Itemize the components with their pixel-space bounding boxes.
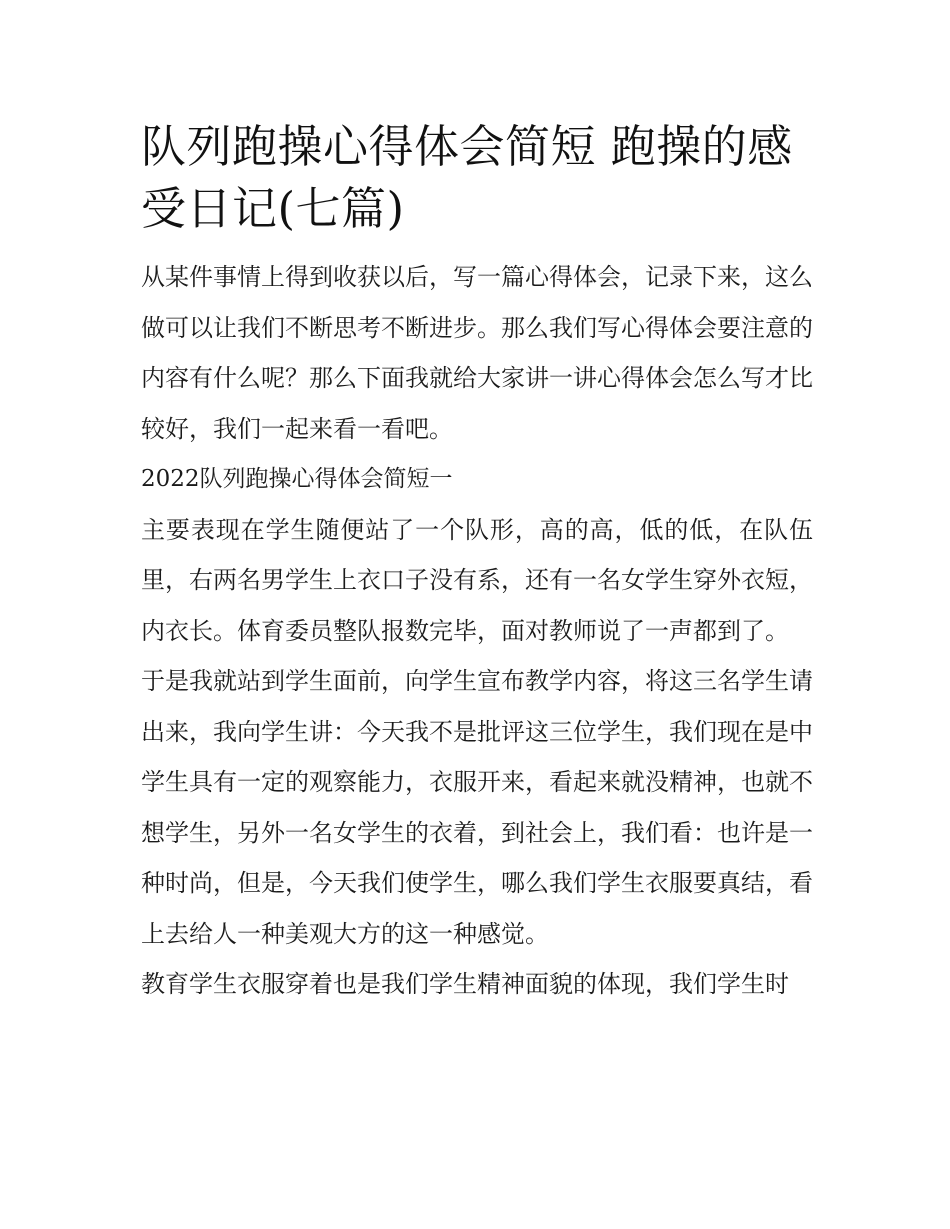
document-body (141, 116, 813, 1010)
document-title: 队列跑操心得体会简短 跑操的感受日记(七篇) (141, 120, 793, 235)
body-paragraph-2: 于是我就站到学生面前，向学生宣布教学内容，将这三名学生请出来，我向学生讲：今天我不是批评这三位学生，我们现在是中学生具有一定的观察能力，衣服开来，看起来就没精神，也就不想学生，另外一名女学生的衣着，到社会上，我们看：也许是一种时尚，但是，今天我们使学生，哪么我们学生衣服要真结，看上去给人一种美观大方的这一种感觉。 (141, 667, 813, 948)
section-heading: 2022队列跑操心得体会简短一 (141, 466, 453, 492)
intro-paragraph: 从某件事情上得到收获以后，写一篇心得体会，记录下来，这么做可以让我们不断思考不断进步。那么我们写心得体会要注意的内容有什么呢？那么下面我就给大家讲一讲心得体会怎么写才比较好，我们一起来看一看吧。 (141, 263, 813, 443)
body-paragraph-1: 主要表现在学生随便站了一个队形，高的高，低的低，在队伍里，右两名男学生上衣口子没有系，还有一名女学生穿外衣短，内衣长。体育委员整队报数完毕，面对教师说了一声都到了。 (141, 515, 813, 645)
body-paragraph-3: 教育学生衣服穿着也是我们学生精神面貌的体现，我们学生时 (141, 970, 789, 998)
